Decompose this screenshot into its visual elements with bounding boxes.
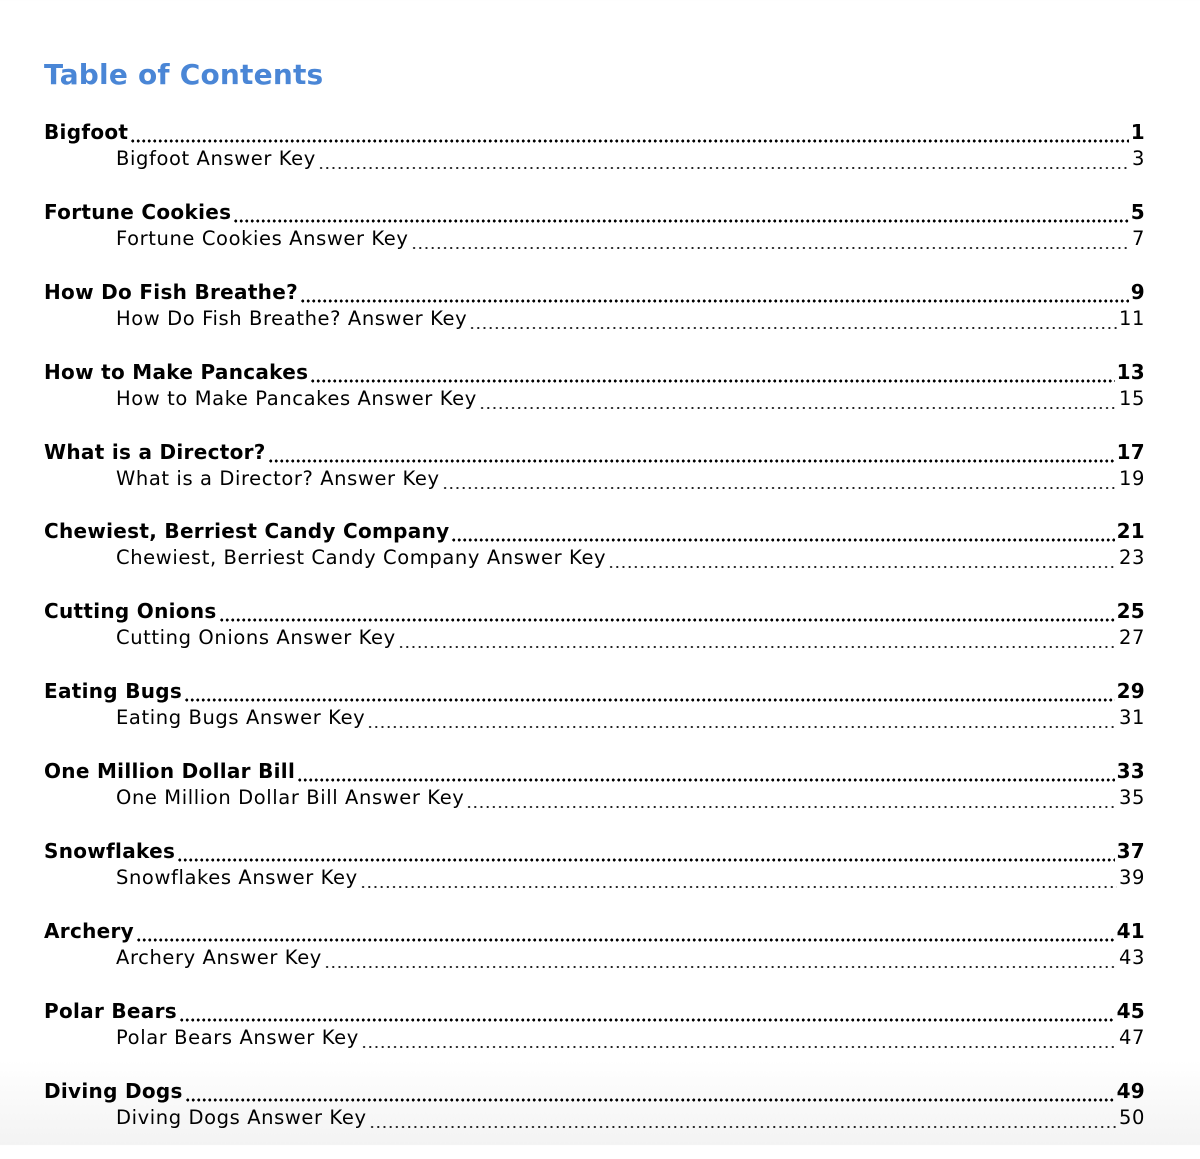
toc-entry	[44, 519, 1145, 599]
toc-chapter-link[interactable]	[44, 759, 1145, 786]
toc-entry	[44, 280, 1145, 360]
page-number: 5	[1130, 199, 1145, 224]
answer-key-title: Polar Bears Answer Key	[116, 1025, 359, 1049]
toc-entry	[44, 999, 1145, 1079]
toc-heading: Table of Contents	[44, 58, 324, 91]
toc-answer-key-link[interactable]	[44, 387, 1145, 414]
answer-key-title: Chewiest, Berriest Candy Company Answer Key	[116, 546, 607, 570]
dot-leader	[310, 363, 1114, 383]
dot-leader	[318, 150, 1130, 170]
toc-answer-key-link[interactable]	[44, 866, 1145, 893]
toc-entry	[44, 839, 1145, 919]
answer-key-title: How Do Fish Breathe? Answer Key	[116, 306, 468, 330]
dot-leader	[130, 123, 1129, 143]
toc-chapter-link[interactable]	[44, 999, 1145, 1026]
toc-chapter-link[interactable]	[44, 360, 1145, 387]
dot-leader	[233, 203, 1128, 223]
page-number: 43	[1118, 945, 1145, 969]
chapter-title: What is a Director?	[44, 439, 266, 464]
dot-leader	[442, 470, 1117, 490]
toc-chapter-link[interactable]	[44, 679, 1145, 706]
chapter-title: Polar Bears	[44, 998, 177, 1023]
dot-leader	[367, 709, 1117, 729]
dot-leader	[297, 762, 1114, 782]
toc-chapter-link[interactable]	[44, 519, 1145, 546]
toc-entry	[44, 200, 1145, 280]
chapter-title: Chewiest, Berriest Candy Company	[44, 519, 450, 544]
dot-leader	[219, 602, 1115, 622]
dot-leader	[324, 949, 1117, 969]
page-number: 47	[1118, 1025, 1145, 1049]
toc-answer-key-link[interactable]	[44, 147, 1145, 174]
page-number: 19	[1118, 466, 1145, 490]
toc-answer-key-link[interactable]	[44, 307, 1145, 334]
toc-answer-key-link[interactable]	[44, 946, 1145, 973]
answer-key-title: Archery Answer Key	[116, 945, 322, 969]
dot-leader	[184, 682, 1114, 702]
answer-key-title: Diving Dogs Answer Key	[116, 1105, 367, 1129]
dot-leader	[411, 230, 1130, 250]
page-number: 1	[1130, 120, 1145, 144]
dot-leader	[369, 1109, 1117, 1129]
dot-leader	[360, 869, 1117, 889]
dot-leader	[466, 789, 1117, 809]
answer-key-title: What is a Director? Answer Key	[116, 466, 440, 490]
dot-leader	[300, 283, 1129, 303]
toc-answer-key-link[interactable]	[44, 546, 1145, 573]
toc-entry	[44, 120, 1145, 200]
toc-answer-key-link[interactable]	[44, 227, 1145, 254]
page-number: 41	[1116, 918, 1145, 943]
toc-chapter-link[interactable]	[44, 599, 1145, 626]
answer-key-title: One Million Dollar Bill Answer Key	[116, 786, 465, 810]
dot-leader	[185, 1082, 1115, 1102]
page-number: 45	[1116, 998, 1145, 1023]
toc-answer-key-link[interactable]	[44, 1106, 1145, 1133]
toc-entry	[44, 440, 1145, 520]
answer-key-title: How to Make Pancakes Answer Key	[116, 386, 477, 410]
chapter-title: Snowflakes	[44, 839, 176, 864]
toc-entry	[44, 599, 1145, 679]
chapter-title: Archery	[44, 918, 135, 943]
page-number: 13	[1116, 359, 1145, 384]
answer-key-title: Bigfoot Answer Key	[116, 147, 316, 170]
dot-leader	[469, 310, 1117, 330]
toc-answer-key-link[interactable]	[44, 1026, 1145, 1053]
page-number: 27	[1118, 626, 1145, 650]
answer-key-title: Eating Bugs Answer Key	[116, 706, 366, 730]
dot-leader	[608, 549, 1117, 569]
toc-chapter-link[interactable]	[44, 120, 1145, 147]
dot-leader	[179, 1002, 1115, 1022]
toc-chapter-link[interactable]	[44, 1079, 1145, 1106]
toc-answer-key-link[interactable]	[44, 706, 1145, 733]
page-number: 23	[1118, 546, 1145, 570]
toc-entry	[44, 919, 1145, 999]
dot-leader	[177, 842, 1114, 862]
chapter-title: How Do Fish Breathe?	[44, 279, 298, 304]
page-number: 17	[1116, 439, 1145, 464]
page-number: 7	[1131, 226, 1145, 250]
toc-entry	[44, 679, 1145, 759]
answer-key-title: Fortune Cookies Answer Key	[116, 226, 409, 250]
page-number: 37	[1116, 839, 1145, 864]
page-number: 31	[1118, 706, 1145, 730]
page-number: 35	[1118, 786, 1145, 810]
toc-answer-key-link[interactable]	[44, 786, 1145, 813]
page-number: 11	[1118, 306, 1145, 330]
toc-list	[44, 120, 1145, 1159]
toc-chapter-link[interactable]	[44, 200, 1145, 227]
page-number: 49	[1116, 1078, 1145, 1103]
chapter-title: Diving Dogs	[44, 1078, 183, 1103]
chapter-title: Bigfoot	[44, 120, 129, 144]
chapter-title: How to Make Pancakes	[44, 359, 309, 384]
page-number: 21	[1116, 519, 1145, 544]
toc-entry	[44, 1079, 1145, 1159]
page-number: 15	[1118, 386, 1145, 410]
page-number: 3	[1131, 147, 1145, 170]
dot-leader	[451, 522, 1114, 542]
chapter-title: One Million Dollar Bill	[44, 759, 296, 784]
dot-leader	[268, 443, 1115, 463]
toc-chapter-link[interactable]	[44, 280, 1145, 307]
chapter-title: Cutting Onions	[44, 599, 217, 624]
page-number: 33	[1116, 759, 1145, 784]
page-number: 39	[1118, 866, 1145, 890]
toc-chapter-link[interactable]	[44, 440, 1145, 467]
answer-key-title: Snowflakes Answer Key	[116, 866, 358, 890]
page-number: 29	[1116, 679, 1145, 704]
toc-chapter-link[interactable]	[44, 839, 1145, 866]
toc-answer-key-link[interactable]	[44, 467, 1145, 494]
chapter-title: Fortune Cookies	[44, 199, 232, 224]
toc-entry	[44, 759, 1145, 839]
dot-leader	[136, 922, 1115, 942]
page-number: 50	[1118, 1105, 1145, 1129]
toc-answer-key-link[interactable]	[44, 626, 1145, 653]
chapter-title: Eating Bugs	[44, 679, 183, 704]
toc-chapter-link[interactable]	[44, 919, 1145, 946]
dot-leader	[398, 629, 1117, 649]
dot-leader	[361, 1029, 1117, 1049]
page-number: 9	[1130, 279, 1145, 304]
dot-leader	[479, 390, 1117, 410]
toc-entry	[44, 360, 1145, 440]
page-number: 25	[1116, 599, 1145, 624]
answer-key-title: Cutting Onions Answer Key	[116, 626, 396, 650]
